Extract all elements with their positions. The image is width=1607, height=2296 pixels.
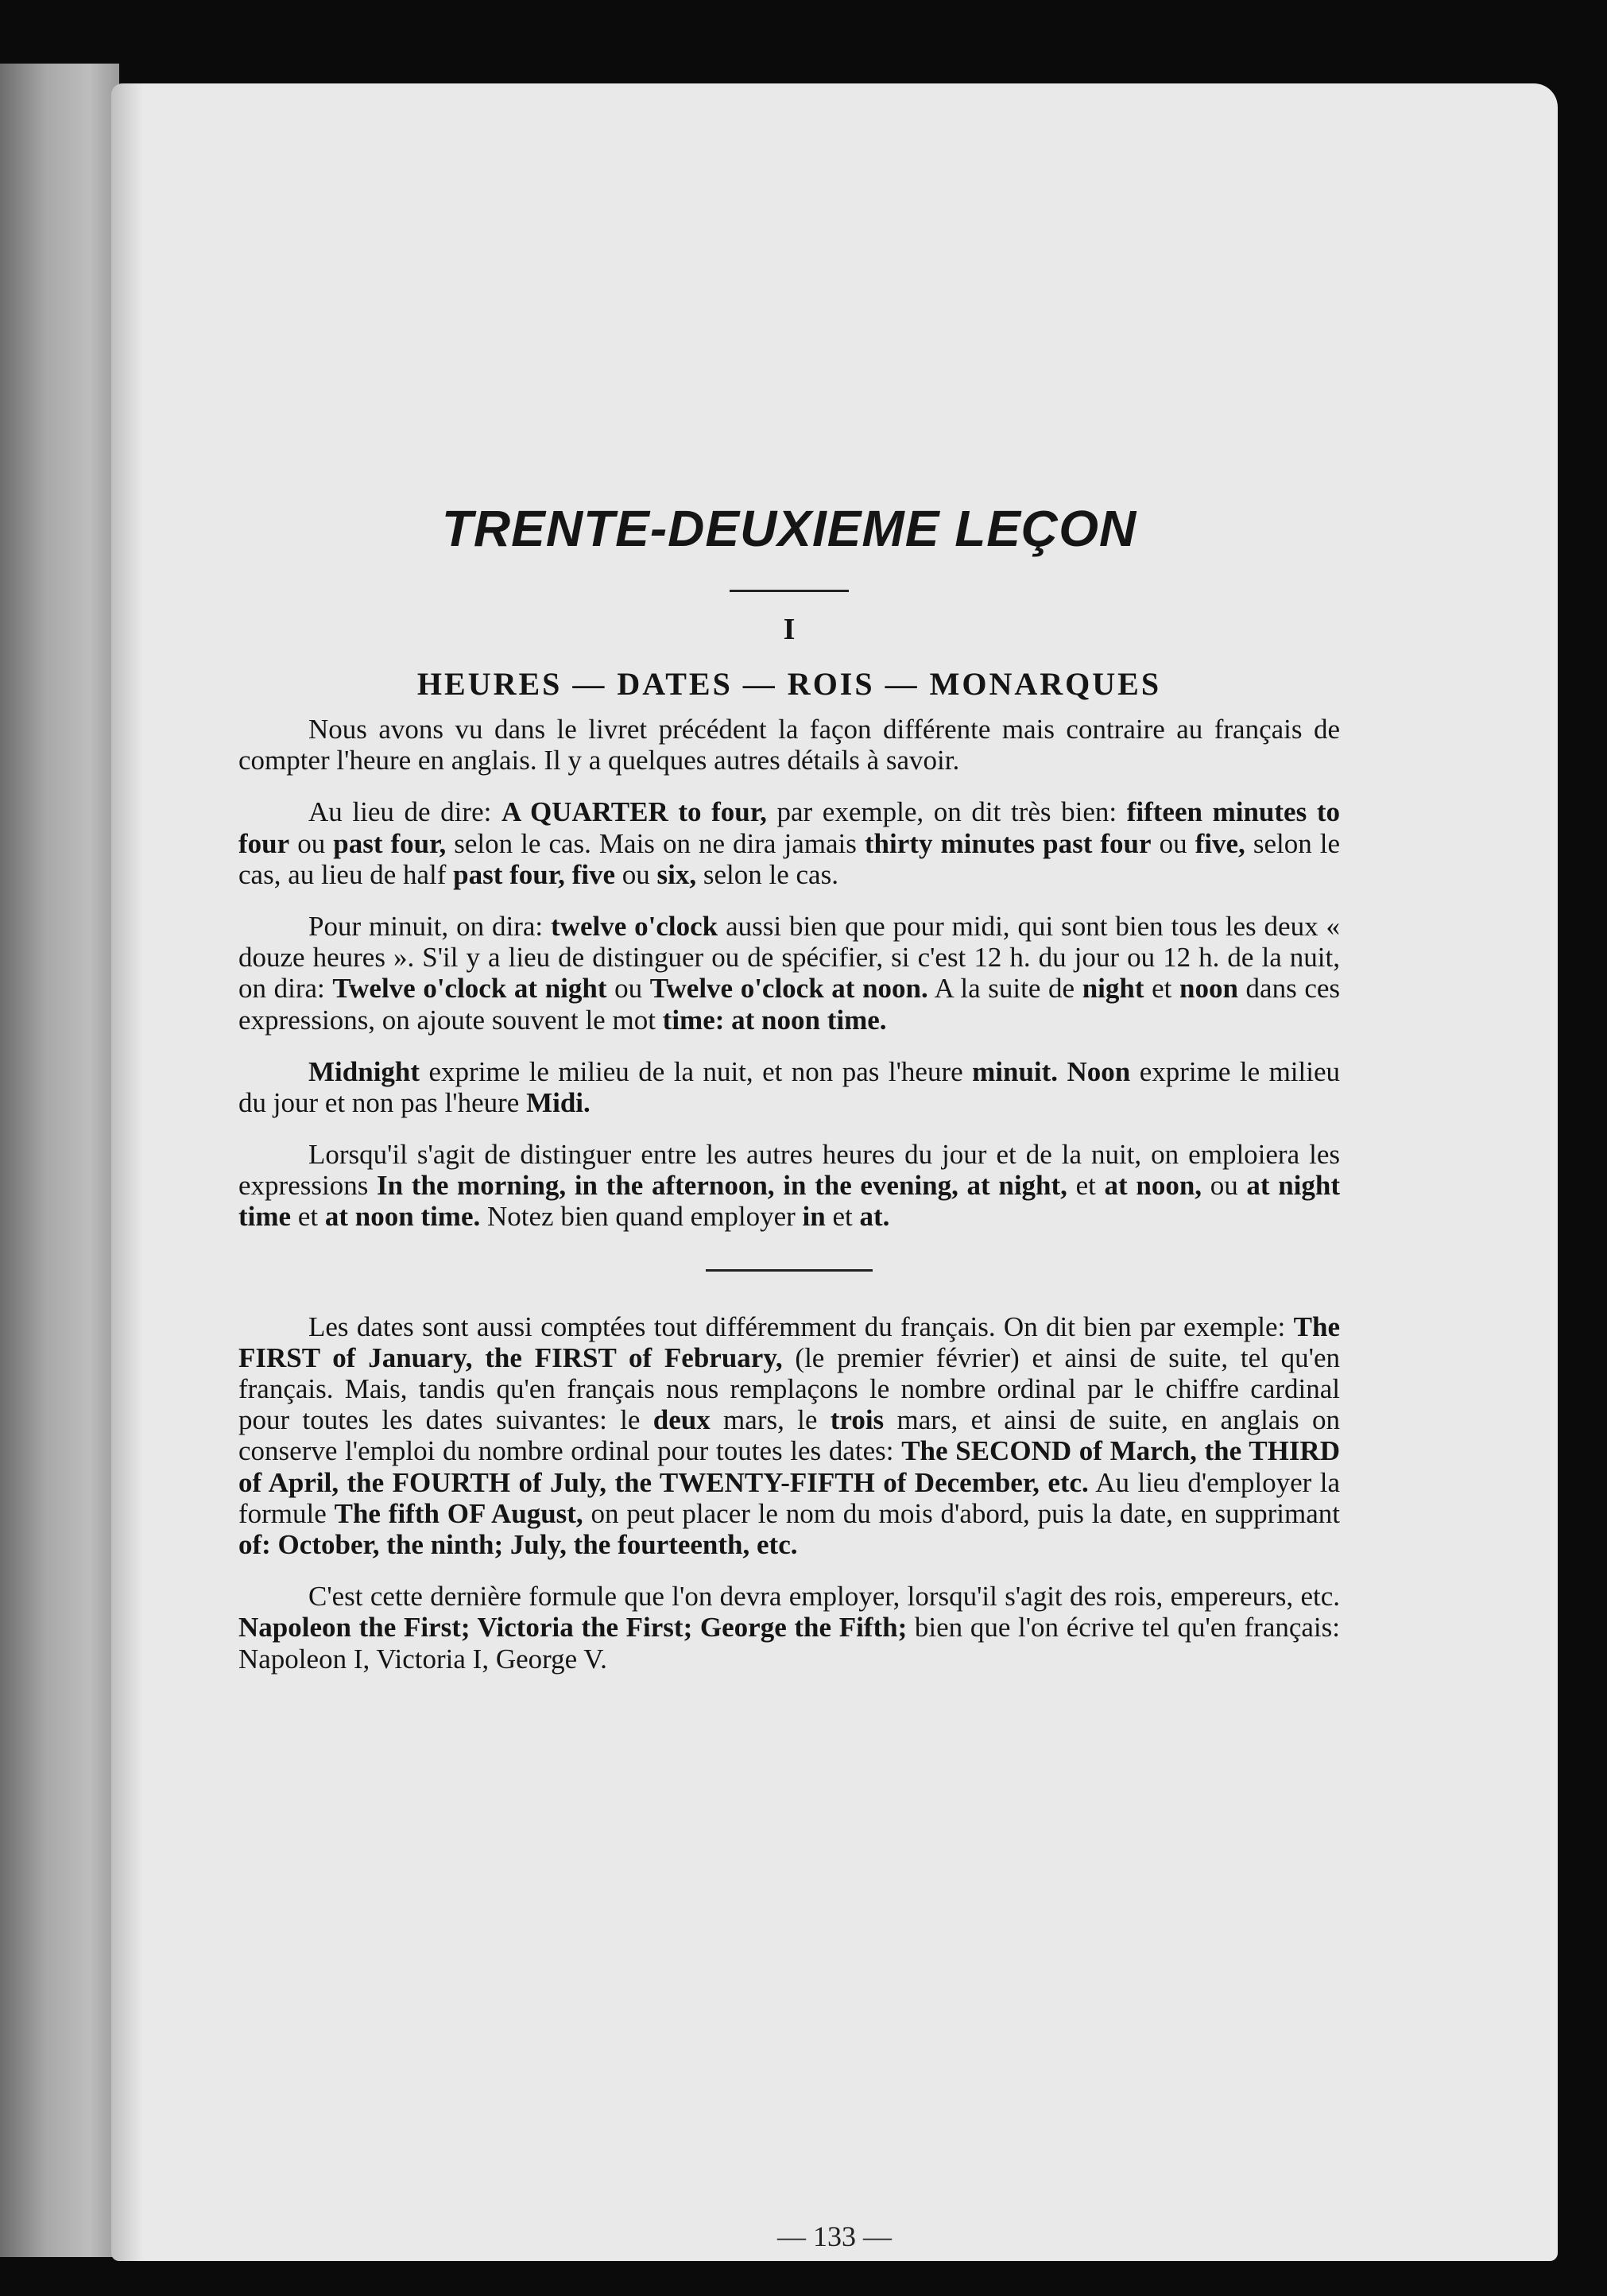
page-number: — 133 — bbox=[777, 2220, 892, 2252]
bold-text-run: In the morning, in the afternoon, in the evening, at night, bbox=[376, 1170, 1067, 1202]
bold-text-run: Noon bbox=[1067, 1055, 1131, 1087]
bold-text-run: in bbox=[802, 1201, 826, 1233]
adjacent-page-edge bbox=[0, 64, 119, 2257]
text-run: ou bbox=[606, 973, 650, 1005]
text-run: et bbox=[1144, 973, 1179, 1005]
text-run: Lorsqu'il s'agit de distinguer entre les autres heures du jour et de la nuit, on emploiera les expressions bbox=[238, 1139, 1340, 1202]
lesson-title: TRENTE-DEUXIEME LEÇON bbox=[441, 500, 1137, 557]
paragraph bbox=[238, 1581, 1340, 1675]
bold-text-run: minuit. bbox=[972, 1055, 1059, 1087]
bold-text-run: Napoleon the First; Victoria the First; George the Fifth; bbox=[238, 1612, 908, 1644]
bold-text-run: Midi. bbox=[526, 1086, 591, 1118]
text-run: selon le cas. Mais on ne dira jamais bbox=[446, 827, 865, 859]
bold-text-run: The SECOND of March, the THIRD of April, the FOURTH of July, the TWENTY-FIFTH of December, etc. bbox=[238, 1435, 1340, 1498]
text-run: bien que l'on écrive tel qu'en français: Napoleon I, Victoria I, George V. bbox=[238, 1612, 1340, 1675]
text-run: C'est cette dernière formule que l'on devra employer, lorsqu'il s'agit des rois, empereurs, etc. bbox=[308, 1581, 1340, 1613]
bold-text-run: time: at noon time. bbox=[662, 1004, 887, 1036]
text-run: ou bbox=[289, 827, 334, 859]
paragraph bbox=[238, 1139, 1340, 1233]
text-run: selon le cas. bbox=[696, 858, 838, 890]
text-block-hours bbox=[238, 714, 1340, 1233]
paragraph bbox=[238, 1056, 1340, 1118]
paragraph bbox=[238, 1311, 1340, 1561]
text-run: dans ces expressions, on ajoute souvent le mot bbox=[238, 973, 1341, 1036]
text-run: aussi bien que pour midi, qui sont bien tous les deux « douze heures ». S'il y a lieu de distinguer ou de spécifier, si c'est 12 h. du jour ou 12 h. de la nuit, on dira: bbox=[238, 910, 1340, 1005]
text-run: Les dates sont aussi comptées tout différemment du français. On dit bien par exemple: bbox=[308, 1311, 1294, 1342]
text-run: (le premier février) et ainsi de suite, tel qu'en français. Mais, tandis qu'en français nous remplaçons le nombre ordinal par le chiffre cardinal pour toutes les dates suivantes: le bbox=[238, 1342, 1340, 1436]
paragraph bbox=[238, 796, 1340, 890]
bold-text-run: twelve o'clock bbox=[551, 910, 718, 942]
bold-text-run: six, bbox=[656, 858, 697, 890]
text-run: mars, le bbox=[710, 1404, 831, 1436]
bold-text-run: at night time bbox=[238, 1170, 1341, 1233]
text-run: ou bbox=[1151, 827, 1195, 859]
bold-text-run: past four, bbox=[333, 827, 447, 859]
paragraph bbox=[238, 911, 1340, 1036]
bold-text-run: noon bbox=[1179, 973, 1238, 1005]
bold-text-run: five, bbox=[1195, 827, 1245, 859]
text-run: exprime le milieu du jour et non pas l'heure bbox=[238, 1055, 1340, 1118]
bold-text-run: thirty minutes past four bbox=[864, 827, 1152, 859]
text-block-dates bbox=[238, 1311, 1340, 1675]
bold-text-run: Midnight bbox=[308, 1055, 420, 1087]
text-run: exprime le milieu de la nuit, et non pas l'heure bbox=[420, 1055, 973, 1087]
text-run: et bbox=[825, 1201, 860, 1233]
section-number: I bbox=[783, 612, 796, 646]
bold-text-run: night bbox=[1082, 973, 1144, 1005]
bold-text-run: past four, five bbox=[453, 858, 616, 890]
text-run: Au lieu de dire: bbox=[308, 796, 501, 828]
bold-text-run: at noon time. bbox=[324, 1201, 481, 1233]
text-run: et bbox=[291, 1201, 325, 1233]
book-page bbox=[111, 83, 1558, 2261]
bold-text-run: of: October, the ninth; July, the fourteenth, etc. bbox=[238, 1528, 798, 1560]
text-run: mars, et ainsi de suite, en anglais on conserve l'emploi du nombre ordinal pour toutes les dates: bbox=[238, 1404, 1340, 1467]
text-run: Notez bien quand employer bbox=[480, 1201, 803, 1233]
title-divider bbox=[730, 590, 849, 592]
text-run: on peut placer le nom du mois d'abord, puis la date, en supprimant bbox=[583, 1497, 1341, 1529]
bold-text-run: The fifth OF August, bbox=[334, 1497, 583, 1529]
bold-text-run: The FIRST of January, the FIRST of February, bbox=[238, 1311, 1340, 1373]
text-run bbox=[1058, 1056, 1067, 1087]
bold-text-run: at. bbox=[859, 1201, 890, 1233]
text-run: ou bbox=[1202, 1170, 1247, 1202]
text-run: et bbox=[1067, 1170, 1105, 1202]
text-run: selon le cas, au lieu de half bbox=[238, 827, 1341, 890]
page-content bbox=[238, 417, 1340, 1695]
text-run: Nous avons vu dans le livret précédent la façon différente mais contraire au français de compter l'heure en anglais. Il y a quelques autres détails à savoir. bbox=[238, 714, 1340, 776]
bold-text-run: deux bbox=[652, 1404, 711, 1436]
bold-text-run: trois bbox=[830, 1404, 885, 1436]
bold-text-run: at noon, bbox=[1104, 1170, 1202, 1202]
text-run: Pour minuit, on dira: bbox=[308, 910, 552, 942]
section-divider bbox=[706, 1269, 873, 1272]
section-title: HEURES — DATES — ROIS — MONARQUES bbox=[416, 666, 1162, 703]
paragraph bbox=[238, 714, 1340, 776]
text-run: Au lieu d'employer la formule bbox=[238, 1466, 1340, 1529]
bold-text-run: A QUARTER to four, bbox=[501, 796, 767, 828]
text-run: A la suite de bbox=[927, 973, 1082, 1005]
text-run: ou bbox=[615, 858, 657, 890]
bold-text-run: Twelve o'clock at night bbox=[332, 973, 607, 1005]
bold-text-run: Twelve o'clock at noon. bbox=[649, 973, 928, 1005]
bold-text-run: fifteen minutes to four bbox=[238, 796, 1340, 859]
text-run: par exemple, on dit très bien: bbox=[766, 796, 1127, 828]
